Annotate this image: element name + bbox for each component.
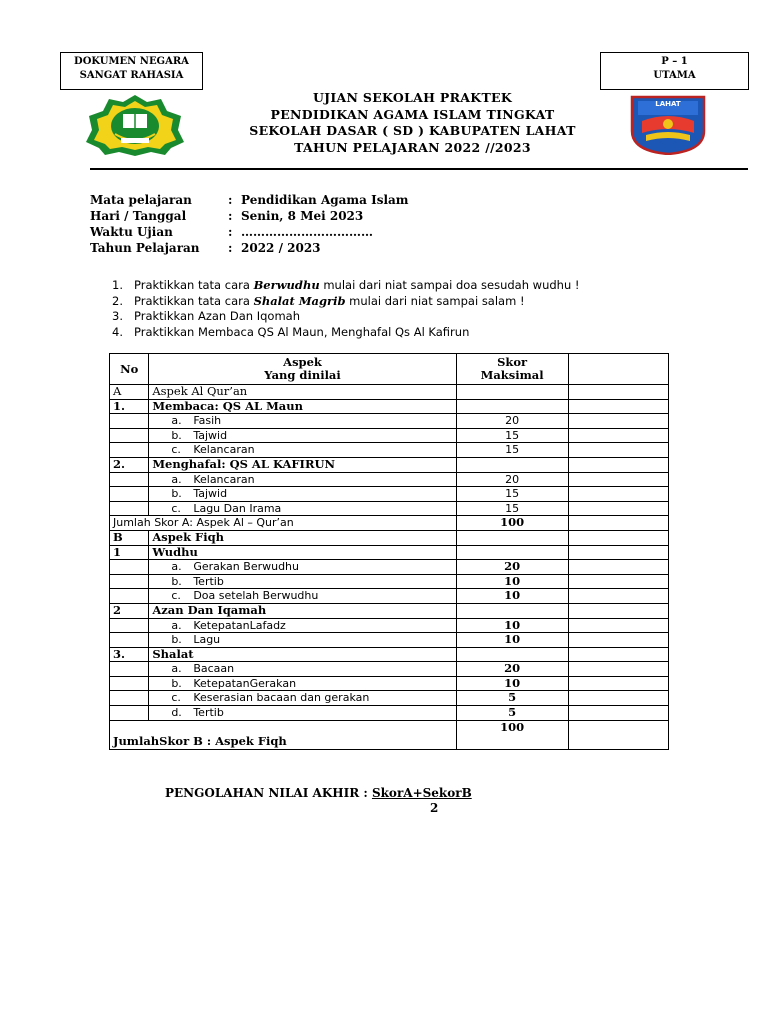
row-label: KetepatanGerakan [193, 676, 297, 690]
title-line-3: SEKOLAH DASAR ( SD ) KABUPATEN LAHAT [249, 123, 576, 138]
meta-label: Tahun Pelajaran [90, 241, 200, 255]
final-label: PENGOLAHAN NILAI AKHIR : [165, 786, 372, 800]
meta-colon: : [228, 241, 233, 255]
kemenag-logo [85, 94, 185, 156]
meta-colon: : [228, 193, 233, 207]
row-score: 15 [456, 443, 568, 458]
row-letter: a. [171, 472, 182, 486]
row-blank [568, 691, 668, 706]
meta-value: Senin, 8 Mei 2023 [241, 209, 364, 223]
title-line-2: PENDIDIKAN AGAMA ISLAM TINGKAT [270, 106, 555, 122]
row-blank [568, 428, 668, 443]
row-blank [568, 530, 668, 545]
header-divider [90, 168, 748, 170]
row-aspect [149, 633, 456, 648]
row-score: 20 [456, 662, 568, 677]
row-blank [568, 603, 668, 618]
row-letter: a. [171, 618, 182, 632]
row-aspect [149, 676, 456, 691]
row-label: Doa setelah Berwudhu [193, 589, 319, 603]
row-score [456, 603, 568, 618]
row-aspect [149, 487, 456, 502]
row-score: 20 [456, 414, 568, 429]
meta-colon: : [228, 225, 233, 239]
scoring-table [109, 353, 669, 750]
row-number [110, 676, 149, 691]
row-blank [568, 647, 668, 662]
row-score: 5 [456, 706, 568, 721]
row-letter: c. [171, 589, 181, 603]
row-label: KetepatanLafadz [193, 618, 286, 632]
row-aspect [149, 691, 456, 706]
row-number [110, 662, 149, 677]
instruction-text: Praktikkan tata cara [134, 278, 254, 292]
row-number [110, 487, 149, 502]
table-row [110, 647, 669, 662]
instruction-number: 4. [112, 324, 123, 339]
row-letter: c. [171, 443, 181, 457]
instruction-emphasis: Berwudhu [253, 278, 320, 292]
row-aspect [149, 662, 456, 677]
row-score [456, 530, 568, 545]
row-number [110, 633, 149, 648]
row-blank [568, 399, 668, 414]
table-header-row [110, 354, 669, 385]
instruction-text: mulai dari niat sampai salam ! [345, 293, 525, 308]
row-label: Tertib [193, 706, 224, 720]
table-row [110, 414, 669, 429]
header-blank [568, 354, 668, 385]
row-blank [568, 618, 668, 633]
row-number [110, 472, 149, 487]
row-score [456, 545, 568, 560]
instruction-text: mulai dari niat sampai doa sesudah wudhu ! [319, 278, 580, 292]
table-row [110, 487, 669, 502]
row-aspect [149, 574, 456, 589]
row-blank [568, 589, 668, 604]
meta-value: …………………………… [241, 225, 373, 239]
instruction-emphasis: Shalat Magrib [253, 293, 346, 308]
row-aspect: Aspek Al Qur’an [149, 385, 456, 400]
title-line-1: UJIAN SEKOLAH PRAKTEK [312, 90, 513, 105]
instruction-text: Praktikkan Azan Dan Iqomah [134, 309, 300, 323]
table-row [110, 399, 669, 414]
row-letter: c. [171, 691, 181, 705]
classification-line-1: DOKUMEN NEGARA [74, 56, 189, 67]
row-letter: a. [171, 662, 182, 676]
row-aspect [149, 618, 456, 633]
row-score: 10 [456, 633, 568, 648]
row-aspect [149, 472, 456, 487]
table-row [110, 428, 669, 443]
instruction-item [112, 294, 712, 310]
row-label: Bacaan [193, 662, 235, 676]
row-number: 1. [110, 399, 149, 414]
row-number [110, 574, 149, 589]
row-blank [568, 676, 668, 691]
row-label: Kelancaran [193, 472, 255, 486]
row-number: 3. [110, 647, 149, 662]
row-blank [568, 472, 668, 487]
row-letter: a. [171, 414, 182, 428]
row-label: Keserasian bacaan dan gerakan [193, 691, 370, 705]
meta-label: Mata pelajaran [90, 193, 192, 207]
row-letter: b. [171, 633, 182, 647]
row-score [456, 457, 568, 472]
table-row [110, 706, 669, 721]
table-row [110, 560, 669, 575]
row-aspect: Menghafal: QS AL KAFIRUN [149, 457, 456, 472]
row-score: 100 [456, 516, 568, 531]
row-score: 20 [456, 472, 568, 487]
row-score: 20 [456, 560, 568, 575]
meta-label: Hari / Tanggal [90, 209, 187, 223]
row-aspect [149, 589, 456, 604]
row-number: 1 [110, 545, 149, 560]
row-number [110, 414, 149, 429]
header-aspek-line-2: Yang dinilai [264, 368, 341, 382]
table-row [110, 530, 669, 545]
instruction-item [112, 309, 712, 325]
header-aspek [149, 354, 456, 385]
row-letter: b. [171, 487, 182, 501]
row-score [456, 647, 568, 662]
table-row [110, 691, 669, 706]
code-line-1: P – 1 [661, 56, 688, 67]
row-blank [568, 633, 668, 648]
header-no: No [110, 354, 149, 385]
table-row [110, 574, 669, 589]
table-row [110, 472, 669, 487]
exam-title [200, 90, 625, 156]
row-aspect: Aspek Fiqh [149, 530, 456, 545]
row-number [110, 618, 149, 633]
table-row [110, 662, 669, 677]
header-skor-line-1: Skor [497, 355, 528, 369]
table-row [110, 443, 669, 458]
row-letter: d. [171, 706, 182, 720]
table-row [110, 633, 669, 648]
row-number [110, 706, 149, 721]
row-label: Tajwid [193, 487, 228, 501]
row-blank [568, 487, 668, 502]
row-letter: b. [171, 676, 182, 690]
row-score: 5 [456, 691, 568, 706]
row-aspect: Membaca: QS AL Maun [149, 399, 456, 414]
instruction-number: 2. [112, 293, 123, 308]
table-row [110, 385, 669, 400]
row-blank [568, 706, 668, 721]
row-aspect [149, 414, 456, 429]
table-row [110, 516, 669, 531]
final-denominator: 2 [430, 801, 439, 815]
row-aspect: Shalat [149, 647, 456, 662]
row-blank [568, 516, 668, 531]
row-label: Lagu Dan Irama [193, 501, 282, 515]
row-number [110, 589, 149, 604]
row-blank [568, 414, 668, 429]
row-aspect [149, 706, 456, 721]
row-blank [568, 385, 668, 400]
row-blank [568, 545, 668, 560]
final-numerator: SkorA+SekorB [371, 786, 472, 800]
row-label: Tertib [193, 574, 224, 588]
row-label: Lagu [193, 633, 221, 647]
table-row [110, 457, 669, 472]
row-label: Tajwid [193, 428, 228, 442]
meta-label: Waktu Ujian [90, 225, 173, 239]
row-score: 10 [456, 676, 568, 691]
row-letter: b. [171, 574, 182, 588]
row-score [456, 399, 568, 414]
classification-box [60, 52, 203, 90]
row-aspect: Wudhu [149, 545, 456, 560]
row-number: 2 [110, 603, 149, 618]
row-number [110, 501, 149, 516]
row-letter: b. [171, 428, 182, 442]
row-number [110, 560, 149, 575]
instruction-item [112, 278, 712, 294]
meta-value: Pendidikan Agama Islam [241, 193, 409, 207]
classification-line-2: SANGAT RAHASIA [79, 70, 184, 81]
table-row [110, 618, 669, 633]
row-aspect [149, 501, 456, 516]
row-letter: a. [171, 560, 182, 574]
code-box [600, 52, 749, 90]
table-row [110, 545, 669, 560]
row-label: Fasih [193, 414, 222, 428]
header-skor [456, 354, 568, 385]
row-score: 15 [456, 501, 568, 516]
instruction-number: 3. [112, 309, 123, 323]
row-blank [568, 501, 668, 516]
exam-meta [90, 193, 590, 263]
row-label: Kelancaran [193, 443, 255, 457]
row-aspect [149, 428, 456, 443]
instruction-number: 1. [112, 278, 123, 292]
instruction-text: Praktikkan tata cara [134, 293, 254, 308]
row-blank [568, 560, 668, 575]
table-row [110, 589, 669, 604]
row-blank [568, 662, 668, 677]
title-line-4: TAHUN PELAJARAN 2022 //2023 [294, 139, 531, 155]
row-aspect [149, 443, 456, 458]
row-label: Gerakan Berwudhu [193, 560, 299, 574]
meta-value: 2022 / 2023 [241, 241, 321, 255]
row-aspect [149, 560, 456, 575]
row-number [110, 428, 149, 443]
table-row [110, 676, 669, 691]
lahat-logo-text: LAHAT [655, 100, 681, 108]
row-score: 10 [456, 589, 568, 604]
row-score: 15 [456, 487, 568, 502]
instruction-item [112, 325, 712, 341]
row-number: A [110, 385, 149, 400]
row-number: 2. [110, 457, 149, 472]
row-blank [568, 443, 668, 458]
row-aspect: Azan Dan Iqamah [149, 603, 456, 618]
final-formula [165, 786, 472, 800]
row-number [110, 443, 149, 458]
row-blank [568, 457, 668, 472]
total-b-label: JumlahSkor B : Aspek Fiqh [110, 720, 457, 749]
row-number [110, 691, 149, 706]
row-number: B [110, 530, 149, 545]
table-row [110, 501, 669, 516]
table-total-row [110, 720, 669, 749]
row-letter: c. [171, 501, 181, 515]
row-score [456, 385, 568, 400]
row-score: 15 [456, 428, 568, 443]
table-row [110, 603, 669, 618]
total-b-score: 100 [456, 720, 568, 749]
instructions-list [112, 278, 712, 340]
row-blank [568, 720, 668, 749]
row-score: 10 [456, 574, 568, 589]
header-skor-line-2: Maksimal [480, 368, 544, 382]
row-aspect: Jumlah Skor A: Aspek Al – Qur’an [110, 516, 457, 531]
row-score: 10 [456, 618, 568, 633]
header-aspek-line-1: Aspek [283, 355, 322, 369]
meta-colon: : [228, 209, 233, 223]
row-blank [568, 574, 668, 589]
instruction-text: Praktikkan Membaca QS Al Maun, Menghafal Qs Al Kafirun [134, 324, 470, 339]
code-line-2: UTAMA [653, 70, 696, 81]
